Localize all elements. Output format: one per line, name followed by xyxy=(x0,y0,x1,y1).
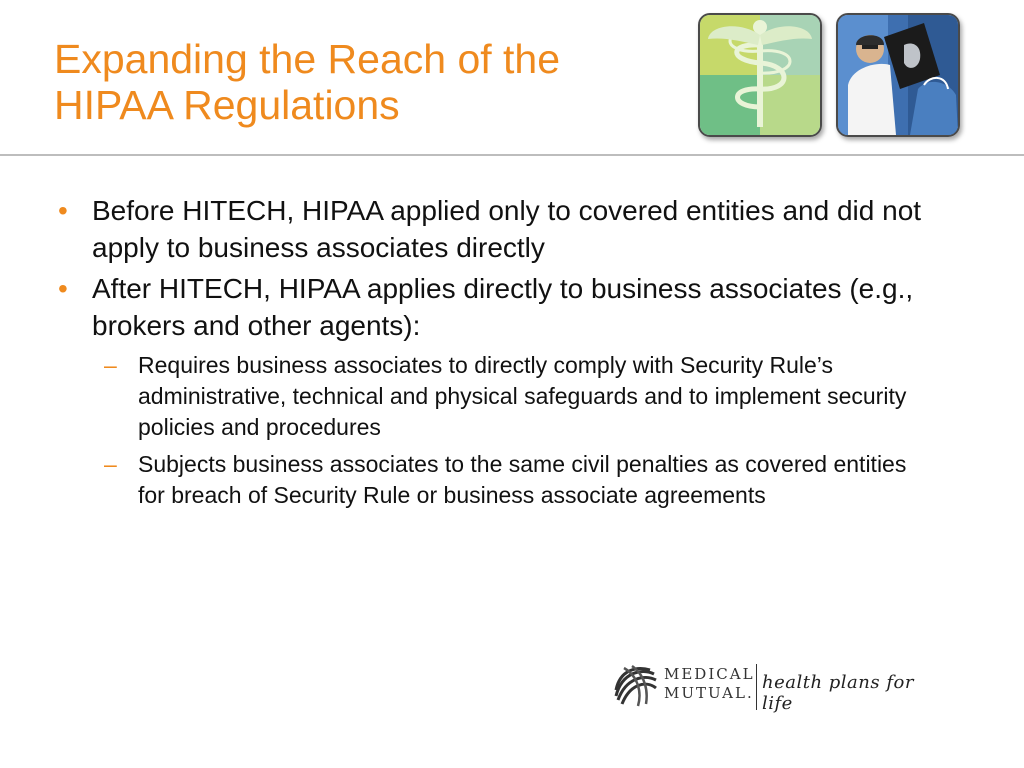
bullet-text: After HITECH, HIPAA applies directly to business associates (e.g., brokers and other agents): xyxy=(92,273,914,341)
sub-bullet-text: Requires business associates to directly comply with Security Rule’s administrative, technical and physical safeguards and to implement security policies and procedures xyxy=(138,352,907,440)
slide-body xyxy=(58,192,958,517)
slide-title-line-1: Expanding the Reach of the xyxy=(54,36,561,82)
sub-bullet-text: Subjects business associates to the same civil penalties as covered entities for breach of Security Rule or business associate agreements xyxy=(138,451,907,508)
caduceus-medical-icon xyxy=(698,13,822,137)
bullet-item xyxy=(58,270,958,344)
logo-name-line-1: MEDICAL xyxy=(664,665,755,683)
sub-bullet-marker: – xyxy=(104,451,117,477)
logo-wordmark xyxy=(664,665,755,703)
sub-bullet-item xyxy=(104,449,908,511)
doctor-xray-icon xyxy=(836,13,960,137)
logo-name-line-2: MUTUAL. xyxy=(664,684,754,702)
company-logo xyxy=(612,660,932,720)
sub-bullet-marker: – xyxy=(104,352,117,378)
slide-title xyxy=(54,36,694,128)
bullet-marker: • xyxy=(58,273,68,304)
logo-tagline: health plans for life xyxy=(762,672,914,714)
logo-divider xyxy=(756,664,757,710)
sub-bullet-list xyxy=(104,350,958,511)
sub-bullet-item xyxy=(104,350,908,443)
bullet-item xyxy=(58,192,958,266)
title-divider xyxy=(0,154,1024,156)
bullet-text: Before HITECH, HIPAA applied only to covered entities and did not apply to business associates directly xyxy=(92,195,922,263)
slide-title-line-2: HIPAA Regulations xyxy=(54,82,400,128)
bullet-marker: • xyxy=(58,195,68,226)
globe-logo-icon xyxy=(612,662,658,708)
